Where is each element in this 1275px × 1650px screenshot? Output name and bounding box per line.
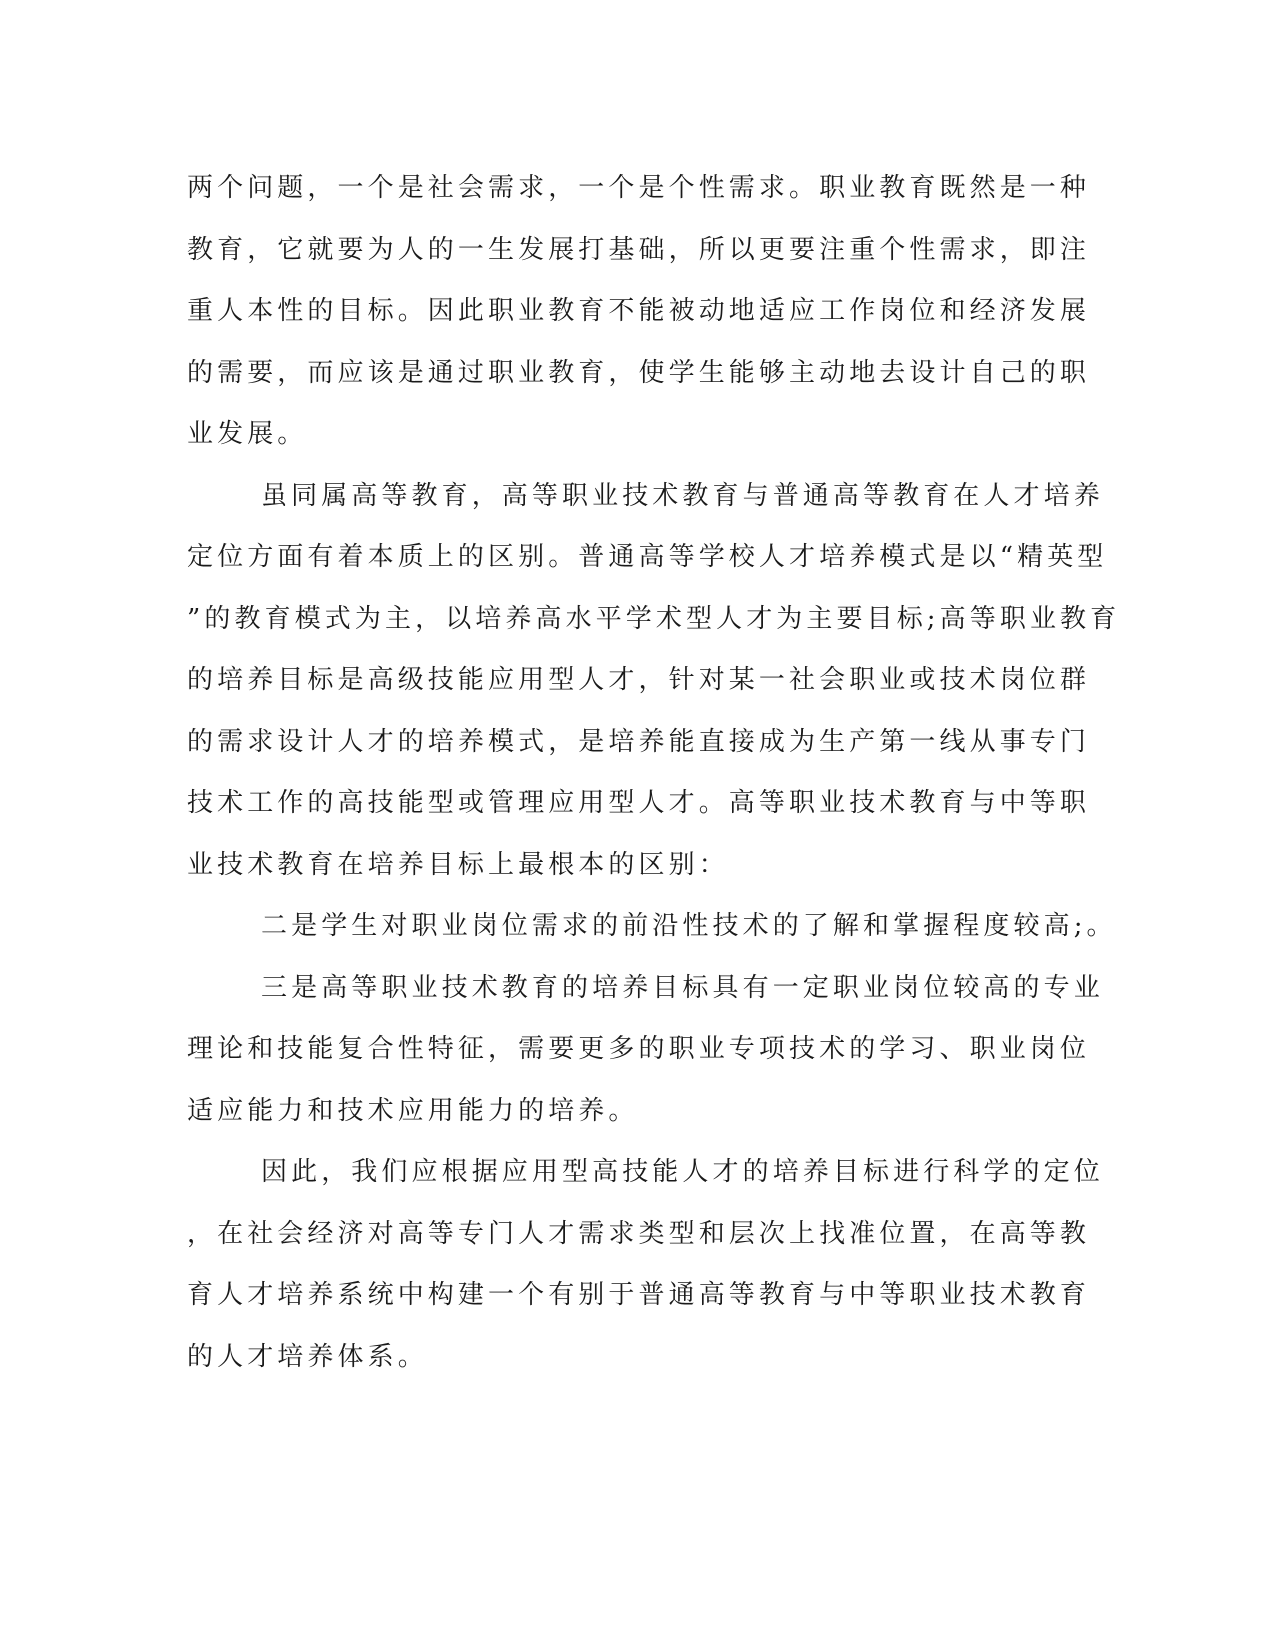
- body-text: [187, 158, 1121, 1388]
- text-line: 的需求设计人才的培养模式，是培养能直接成为生产第一线从事专门: [187, 726, 1091, 757]
- text-line: ，在社会经济对高等专门人才需求类型和层次上找准位置，在高等教: [187, 1218, 1091, 1249]
- text-line: 适应能力和技术应用能力的培养。: [187, 1095, 639, 1126]
- text-line: 育人才培养系统中构建一个有别于普通高等教育与中等职业技术教育: [187, 1280, 1091, 1310]
- text-line: 二是学生对职业岗位需求的前沿性技术的了解和掌握程度较高;。: [261, 911, 1117, 941]
- text-line: ”的教育模式为主，以培养高水平学术型人才为主要目标;高等职业教育: [187, 603, 1121, 634]
- text-line: 三是高等职业技术教育的培养目标具有一定职业岗位较高的专业: [261, 972, 1104, 1003]
- text-line: 重人本性的目标。因此职业教育不能被动地适应工作岗位和经济发展: [187, 296, 1091, 326]
- text-line: 理论和技能复合性特征，需要更多的职业专项技术的学习、职业岗位: [187, 1034, 1091, 1064]
- text-line: 业发展。: [187, 419, 308, 449]
- text-line: 技术工作的高技能型或管理应用型人才。高等职业技术教育与中等职: [187, 788, 1091, 818]
- text-line: 因此，我们应根据应用型高技能人才的培养目标进行科学的定位: [261, 1157, 1104, 1187]
- text-line: 虽同属高等教育，高等职业技术教育与普通高等教育在人才培养: [261, 480, 1104, 511]
- text-line: 教育，它就要为人的一生发展打基础，所以更要注重个性需求，即注: [187, 234, 1091, 265]
- text-line: 的培养目标是高级技能应用型人才，针对某一社会职业或技术岗位群: [187, 665, 1091, 695]
- text-line: 两个问题，一个是社会需求，一个是个性需求。职业教育既然是一种: [187, 173, 1091, 203]
- text-line: 的需要，而应该是通过职业教育，使学生能够主动地去设计自己的职: [187, 357, 1091, 388]
- text-line: 的人才培养体系。: [187, 1341, 428, 1372]
- text-line: 业技术教育在培养目标上最根本的区别：: [187, 849, 729, 880]
- text-line: 定位方面有着本质上的区别。普通高等学校人才培养模式是以“精英型: [187, 542, 1108, 572]
